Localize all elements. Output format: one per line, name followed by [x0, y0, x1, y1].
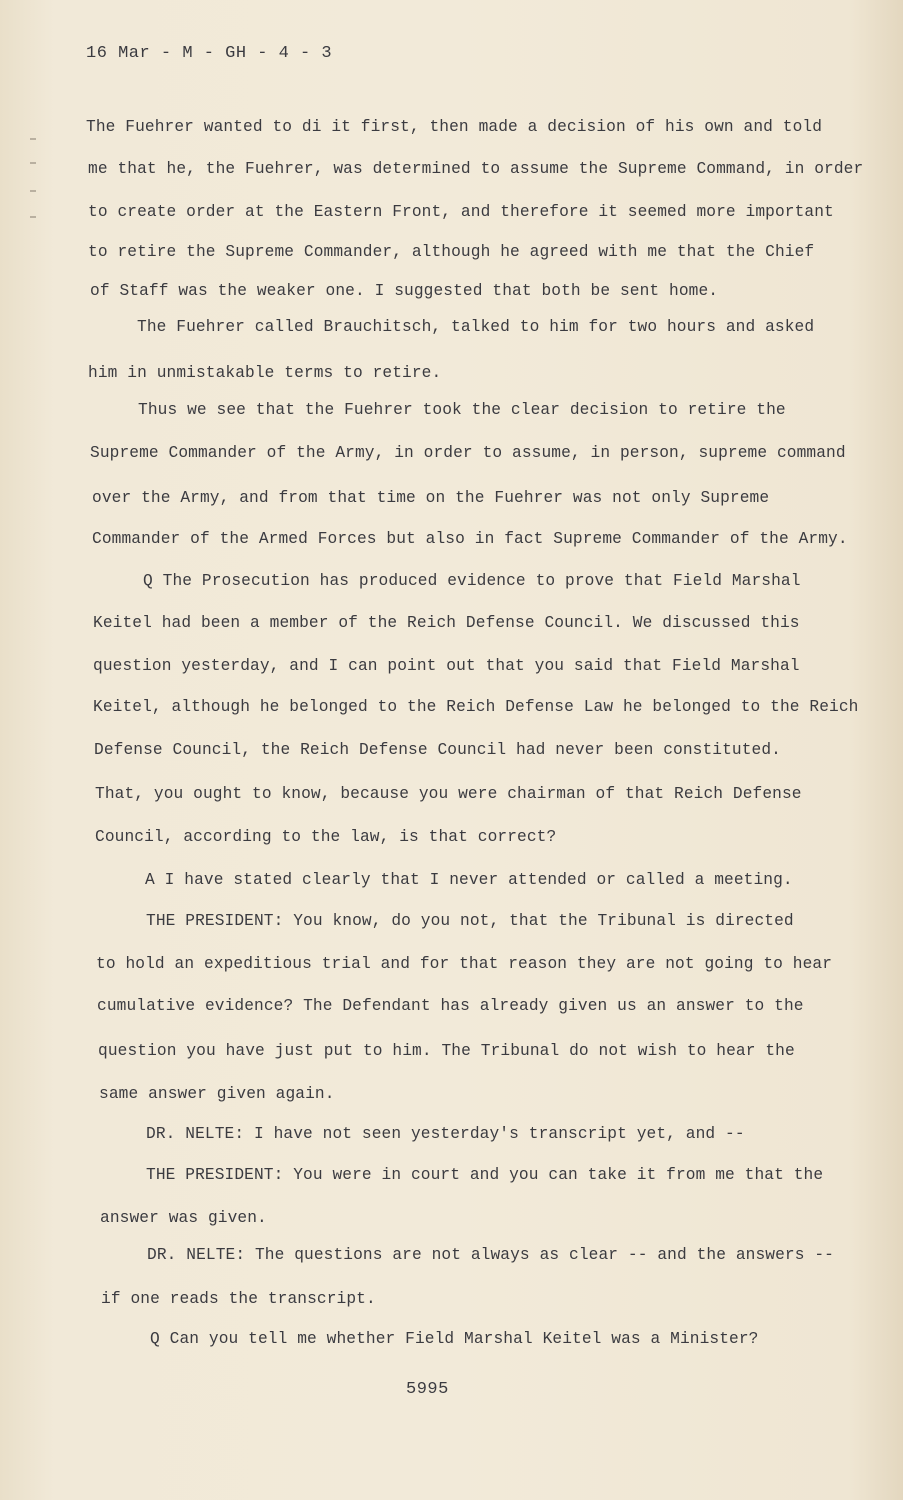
text-line: The Fuehrer wanted to di it first, then made a decision of his own and told: [86, 118, 823, 136]
text-line: question you have just put to him. The Tribunal do not wish to hear the: [98, 1042, 795, 1060]
text-line: Supreme Commander of the Army, in order to assume, in person, supreme command: [90, 444, 846, 462]
text-line: same answer given again.: [99, 1085, 335, 1103]
text-line: to retire the Supreme Commander, although he agreed with me that the Chief: [88, 243, 815, 261]
text-line: him in unmistakable terms to retire.: [88, 364, 442, 382]
text-line: to hold an expeditious trial and for that reason they are not going to hear: [96, 955, 833, 973]
text-line: Thus we see that the Fuehrer took the clear decision to retire the: [138, 401, 786, 419]
text-line: me that he, the Fuehrer, was determined to assume the Supreme Command, in order: [88, 160, 864, 178]
text-line: DR. NELTE: I have not seen yesterday's transcript yet, and --: [146, 1125, 745, 1143]
text-line: of Staff was the weaker one. I suggested that both be sent home.: [90, 282, 719, 300]
text-line: Defense Council, the Reich Defense Council had never been constituted.: [94, 741, 781, 759]
text-line: if one reads the transcript.: [101, 1290, 376, 1308]
text-line: That, you ought to know, because you were chairman of that Reich Defense: [95, 785, 802, 803]
text-line: Q Can you tell me whether Field Marshal Keitel was a Minister?: [150, 1330, 759, 1348]
text-line: cumulative evidence? The Defendant has already given us an answer to the: [97, 997, 804, 1015]
text-line: A I have stated clearly that I never attended or called a meeting.: [145, 871, 793, 889]
text-line: The Fuehrer called Brauchitsch, talked to him for two hours and asked: [137, 318, 815, 336]
text-line: THE PRESIDENT: You know, do you not, that the Tribunal is directed: [146, 912, 794, 930]
text-line: Council, according to the law, is that correct?: [95, 828, 557, 846]
margin-mark: [30, 190, 36, 192]
text-line: to create order at the Eastern Front, and therefore it seemed more important: [88, 203, 834, 221]
page-header: 16 Mar - M - GH - 4 - 3: [86, 44, 333, 63]
margin-mark: [30, 138, 36, 140]
text-line: Keitel had been a member of the Reich Defense Council. We discussed this: [93, 614, 800, 632]
text-line: question yesterday, and I can point out that you said that Field Marshal: [93, 657, 800, 675]
margin-mark: [30, 162, 36, 164]
text-line: DR. NELTE: The questions are not always as clear -- and the answers --: [147, 1246, 834, 1264]
text-line: answer was given.: [100, 1209, 267, 1227]
text-line: THE PRESIDENT: You were in court and you can take it from me that the: [146, 1166, 824, 1184]
margin-mark: [30, 216, 36, 218]
page-number: 5995: [406, 1380, 449, 1399]
text-line: Commander of the Armed Forces but also in fact Supreme Commander of the Army.: [92, 530, 848, 548]
text-line: over the Army, and from that time on the Fuehrer was not only Supreme: [92, 489, 770, 507]
text-line: Q The Prosecution has produced evidence to prove that Field Marshal: [143, 572, 801, 590]
text-line: Keitel, although he belonged to the Reich Defense Law he belonged to the Reich: [93, 698, 859, 716]
